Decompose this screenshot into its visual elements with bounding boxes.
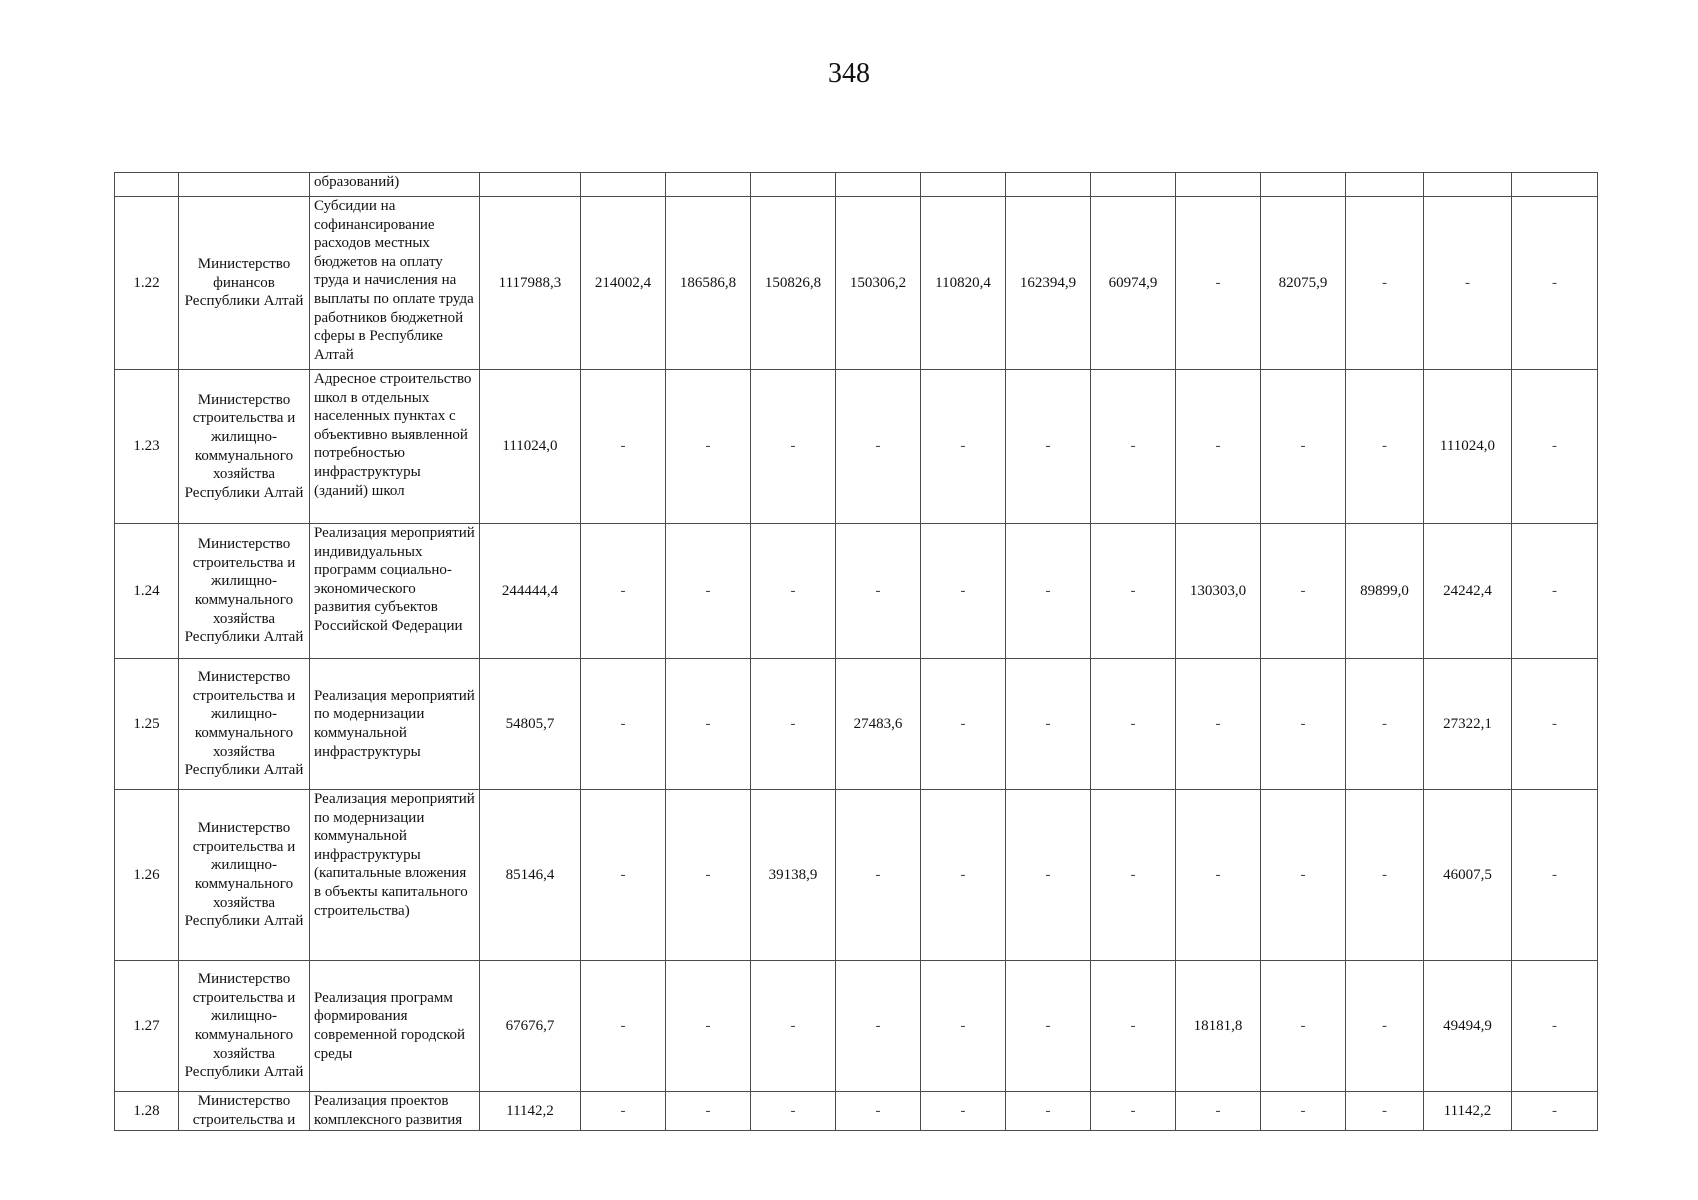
executor-cell: Министерство строительства и жилищно-коммунального хозяйства Республики Алтай: [179, 370, 310, 524]
measure-name-cell: Реализация проектов комплексного развития: [310, 1092, 480, 1131]
value-cell: -: [666, 659, 751, 790]
value-cell: -: [1006, 790, 1091, 961]
table-body: [115, 173, 1598, 1131]
value-cell: 186586,8: [666, 197, 751, 370]
value-cell: -: [921, 524, 1006, 659]
value-cell: 27483,6: [836, 659, 921, 790]
value-cell: -: [836, 370, 921, 524]
value-cell: -: [1091, 961, 1176, 1092]
table-row: [115, 790, 1598, 961]
value-cell: 18181,8: [1176, 961, 1261, 1092]
value-cell: -: [921, 370, 1006, 524]
value-cell: -: [1261, 524, 1346, 659]
value-cell: -: [751, 1092, 836, 1131]
measure-name-cell: образований): [310, 173, 480, 197]
row-number: 1.26: [115, 790, 179, 961]
value-cell: [1512, 173, 1598, 197]
measure-name-cell: Субсидии на софинансирование расходов местных бюджетов на оплату труда и начисления на выплаты по оплате труда работников бюджетной сферы в Республике Алтай: [310, 197, 480, 370]
value-cell: -: [836, 524, 921, 659]
value-cell: 39138,9: [751, 790, 836, 961]
table-row: [115, 524, 1598, 659]
executor-cell: Министерство строительства и: [179, 1092, 310, 1131]
value-cell: -: [1346, 197, 1424, 370]
value-cell: -: [1261, 659, 1346, 790]
table-row: [115, 1092, 1598, 1131]
value-cell: -: [1091, 659, 1176, 790]
value-cell: 24242,4: [1424, 524, 1512, 659]
value-cell: 46007,5: [1424, 790, 1512, 961]
value-cell: [921, 173, 1006, 197]
table-row: [115, 173, 1598, 197]
value-cell: -: [1176, 370, 1261, 524]
value-cell: 49494,9: [1424, 961, 1512, 1092]
value-cell: -: [666, 790, 751, 961]
value-cell: 111024,0: [480, 370, 581, 524]
value-cell: 11142,2: [480, 1092, 581, 1131]
value-cell: -: [1261, 370, 1346, 524]
value-cell: [836, 173, 921, 197]
table-row: [115, 961, 1598, 1092]
value-cell: [1091, 173, 1176, 197]
value-cell: -: [836, 790, 921, 961]
value-cell: -: [1006, 1092, 1091, 1131]
value-cell: -: [1261, 1092, 1346, 1131]
value-cell: -: [1512, 370, 1598, 524]
table-row: [115, 659, 1598, 790]
measure-name-cell: Реализация мероприятий по модернизации коммунальной инфраструктуры: [310, 659, 480, 790]
value-cell: -: [921, 790, 1006, 961]
value-cell: -: [581, 659, 666, 790]
value-cell: -: [1176, 659, 1261, 790]
executor-cell: Министерство строительства и жилищно-коммунального хозяйства Республики Алтай: [179, 659, 310, 790]
value-cell: -: [581, 961, 666, 1092]
table-row: [115, 370, 1598, 524]
value-cell: -: [751, 961, 836, 1092]
value-cell: -: [1512, 1092, 1598, 1131]
value-cell: -: [1346, 370, 1424, 524]
value-cell: [1424, 173, 1512, 197]
value-cell: 67676,7: [480, 961, 581, 1092]
value-cell: -: [1091, 524, 1176, 659]
value-cell: -: [1346, 790, 1424, 961]
row-number: 1.27: [115, 961, 179, 1092]
value-cell: 150306,2: [836, 197, 921, 370]
value-cell: -: [1006, 524, 1091, 659]
value-cell: -: [666, 524, 751, 659]
executor-cell: [179, 173, 310, 197]
table-row: [115, 197, 1598, 370]
measure-name-cell: Адресное строительство школ в отдельных населенных пунктах с объективно выявленной потребностью инфраструктуры (зданий) школ: [310, 370, 480, 524]
value-cell: -: [836, 1092, 921, 1131]
value-cell: -: [1176, 197, 1261, 370]
value-cell: 110820,4: [921, 197, 1006, 370]
value-cell: -: [1346, 659, 1424, 790]
value-cell: -: [1176, 790, 1261, 961]
row-number: 1.23: [115, 370, 179, 524]
value-cell: -: [921, 659, 1006, 790]
value-cell: -: [751, 370, 836, 524]
value-cell: [1176, 173, 1261, 197]
value-cell: 89899,0: [1346, 524, 1424, 659]
executor-cell: Министерство строительства и жилищно-коммунального хозяйства Республики Алтай: [179, 524, 310, 659]
value-cell: -: [581, 790, 666, 961]
measure-name-cell: Реализация программ формирования современной городской среды: [310, 961, 480, 1092]
row-number: [115, 173, 179, 197]
value-cell: 244444,4: [480, 524, 581, 659]
row-number: 1.22: [115, 197, 179, 370]
value-cell: -: [1424, 197, 1512, 370]
value-cell: -: [1512, 524, 1598, 659]
value-cell: 11142,2: [1424, 1092, 1512, 1131]
value-cell: -: [666, 1092, 751, 1131]
value-cell: 150826,8: [751, 197, 836, 370]
value-cell: 60974,9: [1091, 197, 1176, 370]
row-number: 1.24: [115, 524, 179, 659]
measure-name-cell: Реализация мероприятий по модернизации коммунальной инфраструктуры (капитальные вложения в объекты капитального строительства): [310, 790, 480, 961]
value-cell: [1006, 173, 1091, 197]
executor-cell: Министерство строительства и жилищно-коммунального хозяйства Республики Алтай: [179, 790, 310, 961]
value-cell: -: [1091, 1092, 1176, 1131]
value-cell: -: [1512, 197, 1598, 370]
value-cell: 130303,0: [1176, 524, 1261, 659]
row-number: 1.28: [115, 1092, 179, 1131]
value-cell: -: [666, 961, 751, 1092]
executor-cell: Министерство финансов Республики Алтай: [179, 197, 310, 370]
value-cell: -: [581, 524, 666, 659]
page-number: 348: [828, 58, 870, 89]
value-cell: -: [1006, 659, 1091, 790]
value-cell: -: [751, 524, 836, 659]
value-cell: 162394,9: [1006, 197, 1091, 370]
value-cell: -: [581, 1092, 666, 1131]
value-cell: -: [751, 659, 836, 790]
value-cell: -: [1176, 1092, 1261, 1131]
value-cell: [666, 173, 751, 197]
value-cell: -: [1006, 370, 1091, 524]
measure-name-cell: Реализация мероприятий индивидуальных программ социально-экономического развития субъектов Российской Федерации: [310, 524, 480, 659]
value-cell: -: [1512, 659, 1598, 790]
value-cell: [1346, 173, 1424, 197]
value-cell: 214002,4: [581, 197, 666, 370]
row-number: 1.25: [115, 659, 179, 790]
value-cell: -: [1261, 961, 1346, 1092]
executor-cell: Министерство строительства и жилищно-коммунального хозяйства Республики Алтай: [179, 961, 310, 1092]
value-cell: -: [666, 370, 751, 524]
value-cell: -: [1006, 961, 1091, 1092]
value-cell: 54805,7: [480, 659, 581, 790]
value-cell: -: [921, 961, 1006, 1092]
value-cell: 82075,9: [1261, 197, 1346, 370]
budget-table: [114, 172, 1598, 1131]
value-cell: [480, 173, 581, 197]
value-cell: [581, 173, 666, 197]
value-cell: -: [921, 1092, 1006, 1131]
value-cell: -: [1512, 961, 1598, 1092]
value-cell: -: [1091, 370, 1176, 524]
value-cell: [1261, 173, 1346, 197]
value-cell: 111024,0: [1424, 370, 1512, 524]
value-cell: -: [836, 961, 921, 1092]
value-cell: 27322,1: [1424, 659, 1512, 790]
value-cell: [751, 173, 836, 197]
value-cell: -: [1261, 790, 1346, 961]
value-cell: -: [1346, 961, 1424, 1092]
value-cell: -: [1091, 790, 1176, 961]
value-cell: 1117988,3: [480, 197, 581, 370]
value-cell: -: [1346, 1092, 1424, 1131]
value-cell: 85146,4: [480, 790, 581, 961]
value-cell: -: [1512, 790, 1598, 961]
value-cell: -: [581, 370, 666, 524]
